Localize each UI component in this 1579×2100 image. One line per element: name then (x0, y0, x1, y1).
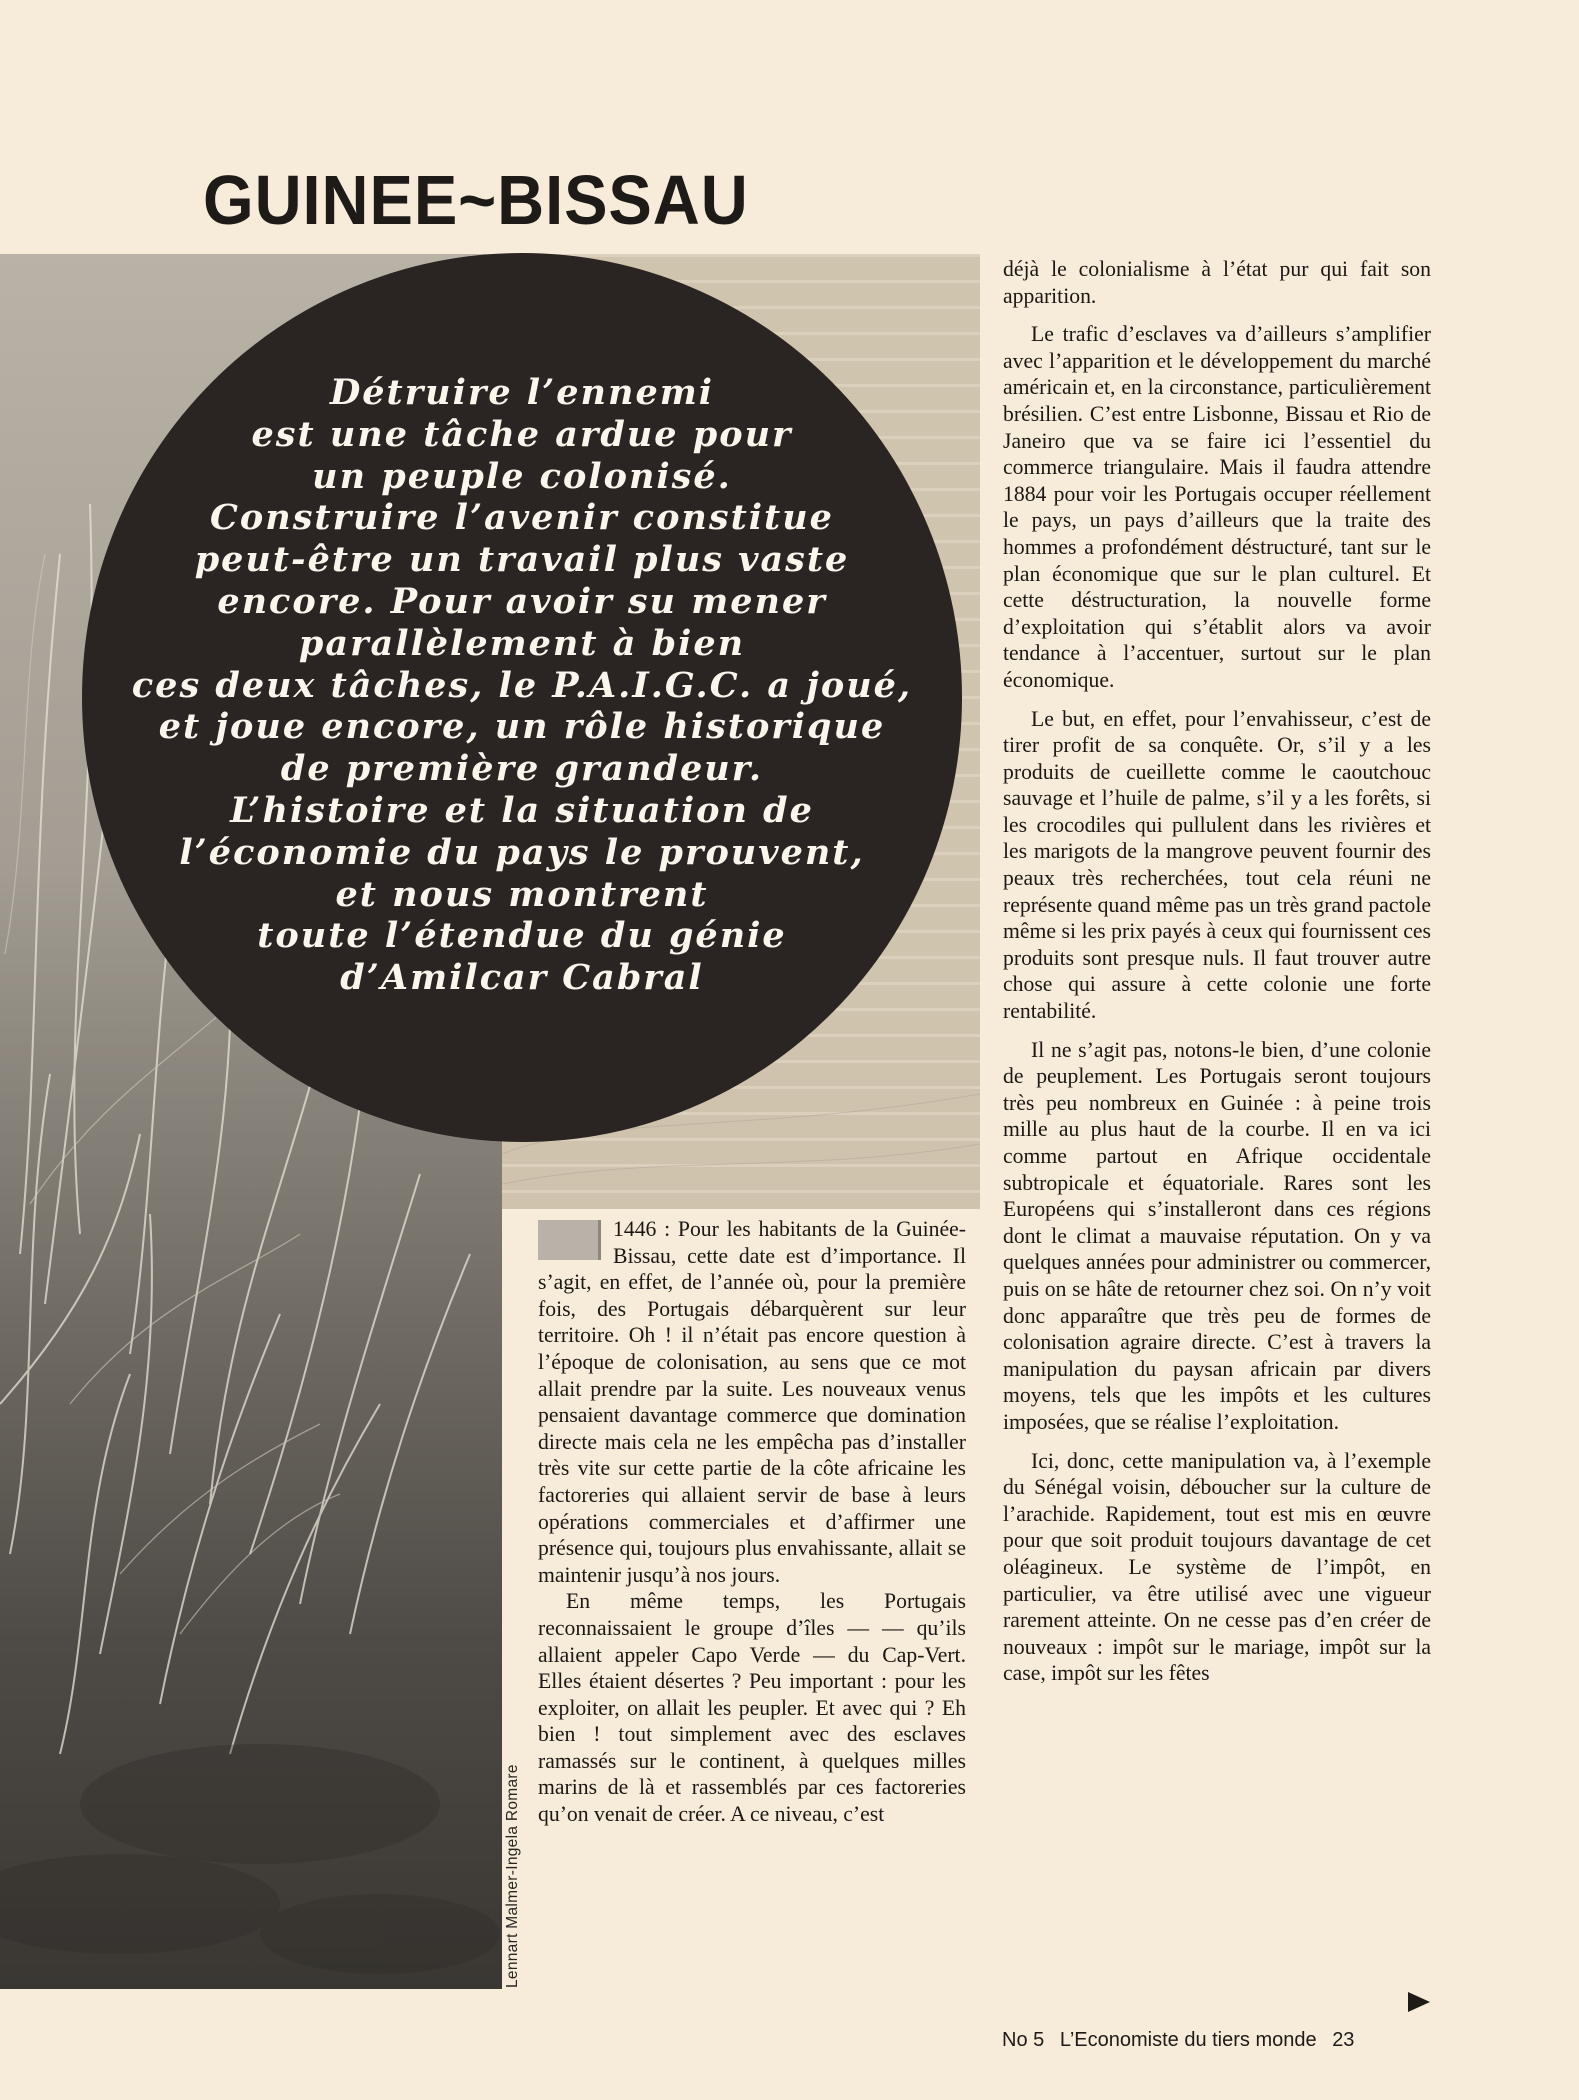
quote-line: Construire l’avenir constitue (210, 497, 834, 539)
quote-line: encore. Pour avoir su mener (217, 580, 827, 622)
article-title: GUINEE~BISSAU (203, 161, 749, 239)
paragraph: Il ne s’agit pas, notons-le bien, d’une colonie de peuplement. Les Portugais seront toujours très peu nombreux en Guinée : à peine trois mille au plus haut de la courbe. Il en va ici comme partout en Afrique occidentale subtropicale et équatoriale. Rares sont les Européens qui s’installeront dans ces régions dont le climat a mauvaise réputation. On y va quelques années pour administrer ou commercer, puis on se hâte de retourner chez soi. On n’y voit donc apparaître que très peu de formes de colonisation agraire directe. C’est à travers la manipulation du paysan africain par divers moyens, tels que les impôts et les cultures imposées, que se réalise l’exploitation. (1003, 1037, 1431, 1434)
issue-number: No 5 (1002, 2029, 1045, 2051)
quote-line: l’économie du pays le prouvent, (179, 831, 865, 873)
paragraph: Le but, en effet, pour l’envahisseur, c’est de tirer profit de sa conquête. Or, s’il y a les produits de cueillette comme le caoutchouc sauvage et l’huile de palme, s’il y a les forêts, si les crocodiles qui pullulent dans les rivières et les marigots de la mangrove peuvent fournir des peaux très recherchées, tout cela réuni ne représente quand même pas un très grand pactole même si les prix payés à ceux qui fournissent ces produits sont presque nuls. Il faut trouver autre chose qui assure à cette colonie une forte rentabilité. (1003, 706, 1431, 1024)
quote-line: un peuple colonisé. (312, 455, 732, 497)
page-number: 23 (1332, 2029, 1355, 2051)
quote-line: de première grandeur. (280, 748, 764, 790)
quote-line: et joue encore, un rôle historique (158, 706, 886, 748)
article-column-right (1003, 256, 1431, 1687)
quote-line: peut-être un travail plus vaste (194, 539, 850, 581)
quote-line: parallèlement à bien (298, 622, 746, 664)
paragraph: 1446 : Pour les habitants de la Guinée-Bissau, cette date est d’importance. Il s’agit, en effet, de l’année où, pour la première fois, des Portugais débarquèrent sur leur territoire. Oh ! il n’était pas encore question à l’époque de colonisation, au sens que ce mot allait prendre par la suite. Les nouveaux venus pensaient davantage commerce que domination directe mais cela ne les empêcha pas d’installer très vite sur cette partie de la côte africaine les factoreries qui allaient servir de base à leurs opérations commerciales et d’affirmer une présence qui, toujours plus envahissante, allait se maintenir jusqu’à nos jours. (538, 1217, 966, 1587)
page-footer (1002, 2029, 1364, 2052)
quote-line: toute l’étendue du génie (257, 915, 787, 957)
pull-quote (84, 372, 960, 999)
paragraph: En même temps, les Portugais reconnaissaient le groupe d’îles — — qu’ils allaient appeler Capo Verde — du Cap-Vert. Elles étaient désertes ? Peu important : pour les exploiter, on allait les peupler. Et avec qui ? Eh bien ! tout simplement avec des esclaves ramassés sur le continent, à quelques milles marins de là et rassemblés par ces factoreries qu’on venait de créer. A ce niveau, c’est (538, 1589, 966, 1827)
quote-line: est une tâche ardue pour (251, 413, 793, 455)
magazine-name: L’Economiste du tiers monde (1059, 2029, 1317, 2051)
continue-arrow-icon (1408, 1992, 1430, 2012)
quote-line: et nous montrent (335, 873, 709, 915)
quote-line: d’Amilcar Cabral (340, 957, 704, 999)
quote-line: Détruire l’ennemi (329, 372, 715, 413)
paragraph: Ici, donc, cette manipulation va, à l’exemple du Sénégal voisin, déboucher sur la culture de l’arachide. Rapidement, tout est mis en œuvre pour que soit produit toujours davantage de cet oléagineux. Le système de l’impôt, en particulier, va être utilisé avec une vigueur rarement atteinte. On ne cesse pas d’en créer de nouveaux : impôt sur le mariage, impôt sur la case, impôt sur les fêtes (1003, 1448, 1431, 1686)
article-column-middle (538, 1216, 966, 1828)
drop-cap-box (538, 1220, 601, 1260)
paragraph: Le trafic d’esclaves va d’ailleurs s’amplifier avec l’apparition et le développement du marché américain et, en la circonstance, particulièrement brésilien. C’est entre Lisbonne, Bissau et Rio de Janeiro que va se faire ici l’essentiel du commerce triangulaire. Mais il faudra attendre 1884 pour voir les Portugais occuper réellement le pays, un pays d’ailleurs que la traite des hommes a profondément déstructuré, tant sur le plan économique que sur le plan culturel. Et cette déstructuration, la nouvelle forme d’exploitation qui s’établit alors va avoir tendance à l’accentuer, surtout sur le plan économique. (1003, 322, 1431, 692)
photo-credit: Lennart Malmer-Ingela Romare (504, 1764, 521, 1988)
quote-line: L’histoire et la situation de (230, 789, 814, 831)
paragraph: déjà le colonialisme à l’état pur qui fait son apparition. (1003, 257, 1431, 308)
quote-line: ces deux tâches, le P.A.I.G.C. a joué, (131, 664, 913, 706)
